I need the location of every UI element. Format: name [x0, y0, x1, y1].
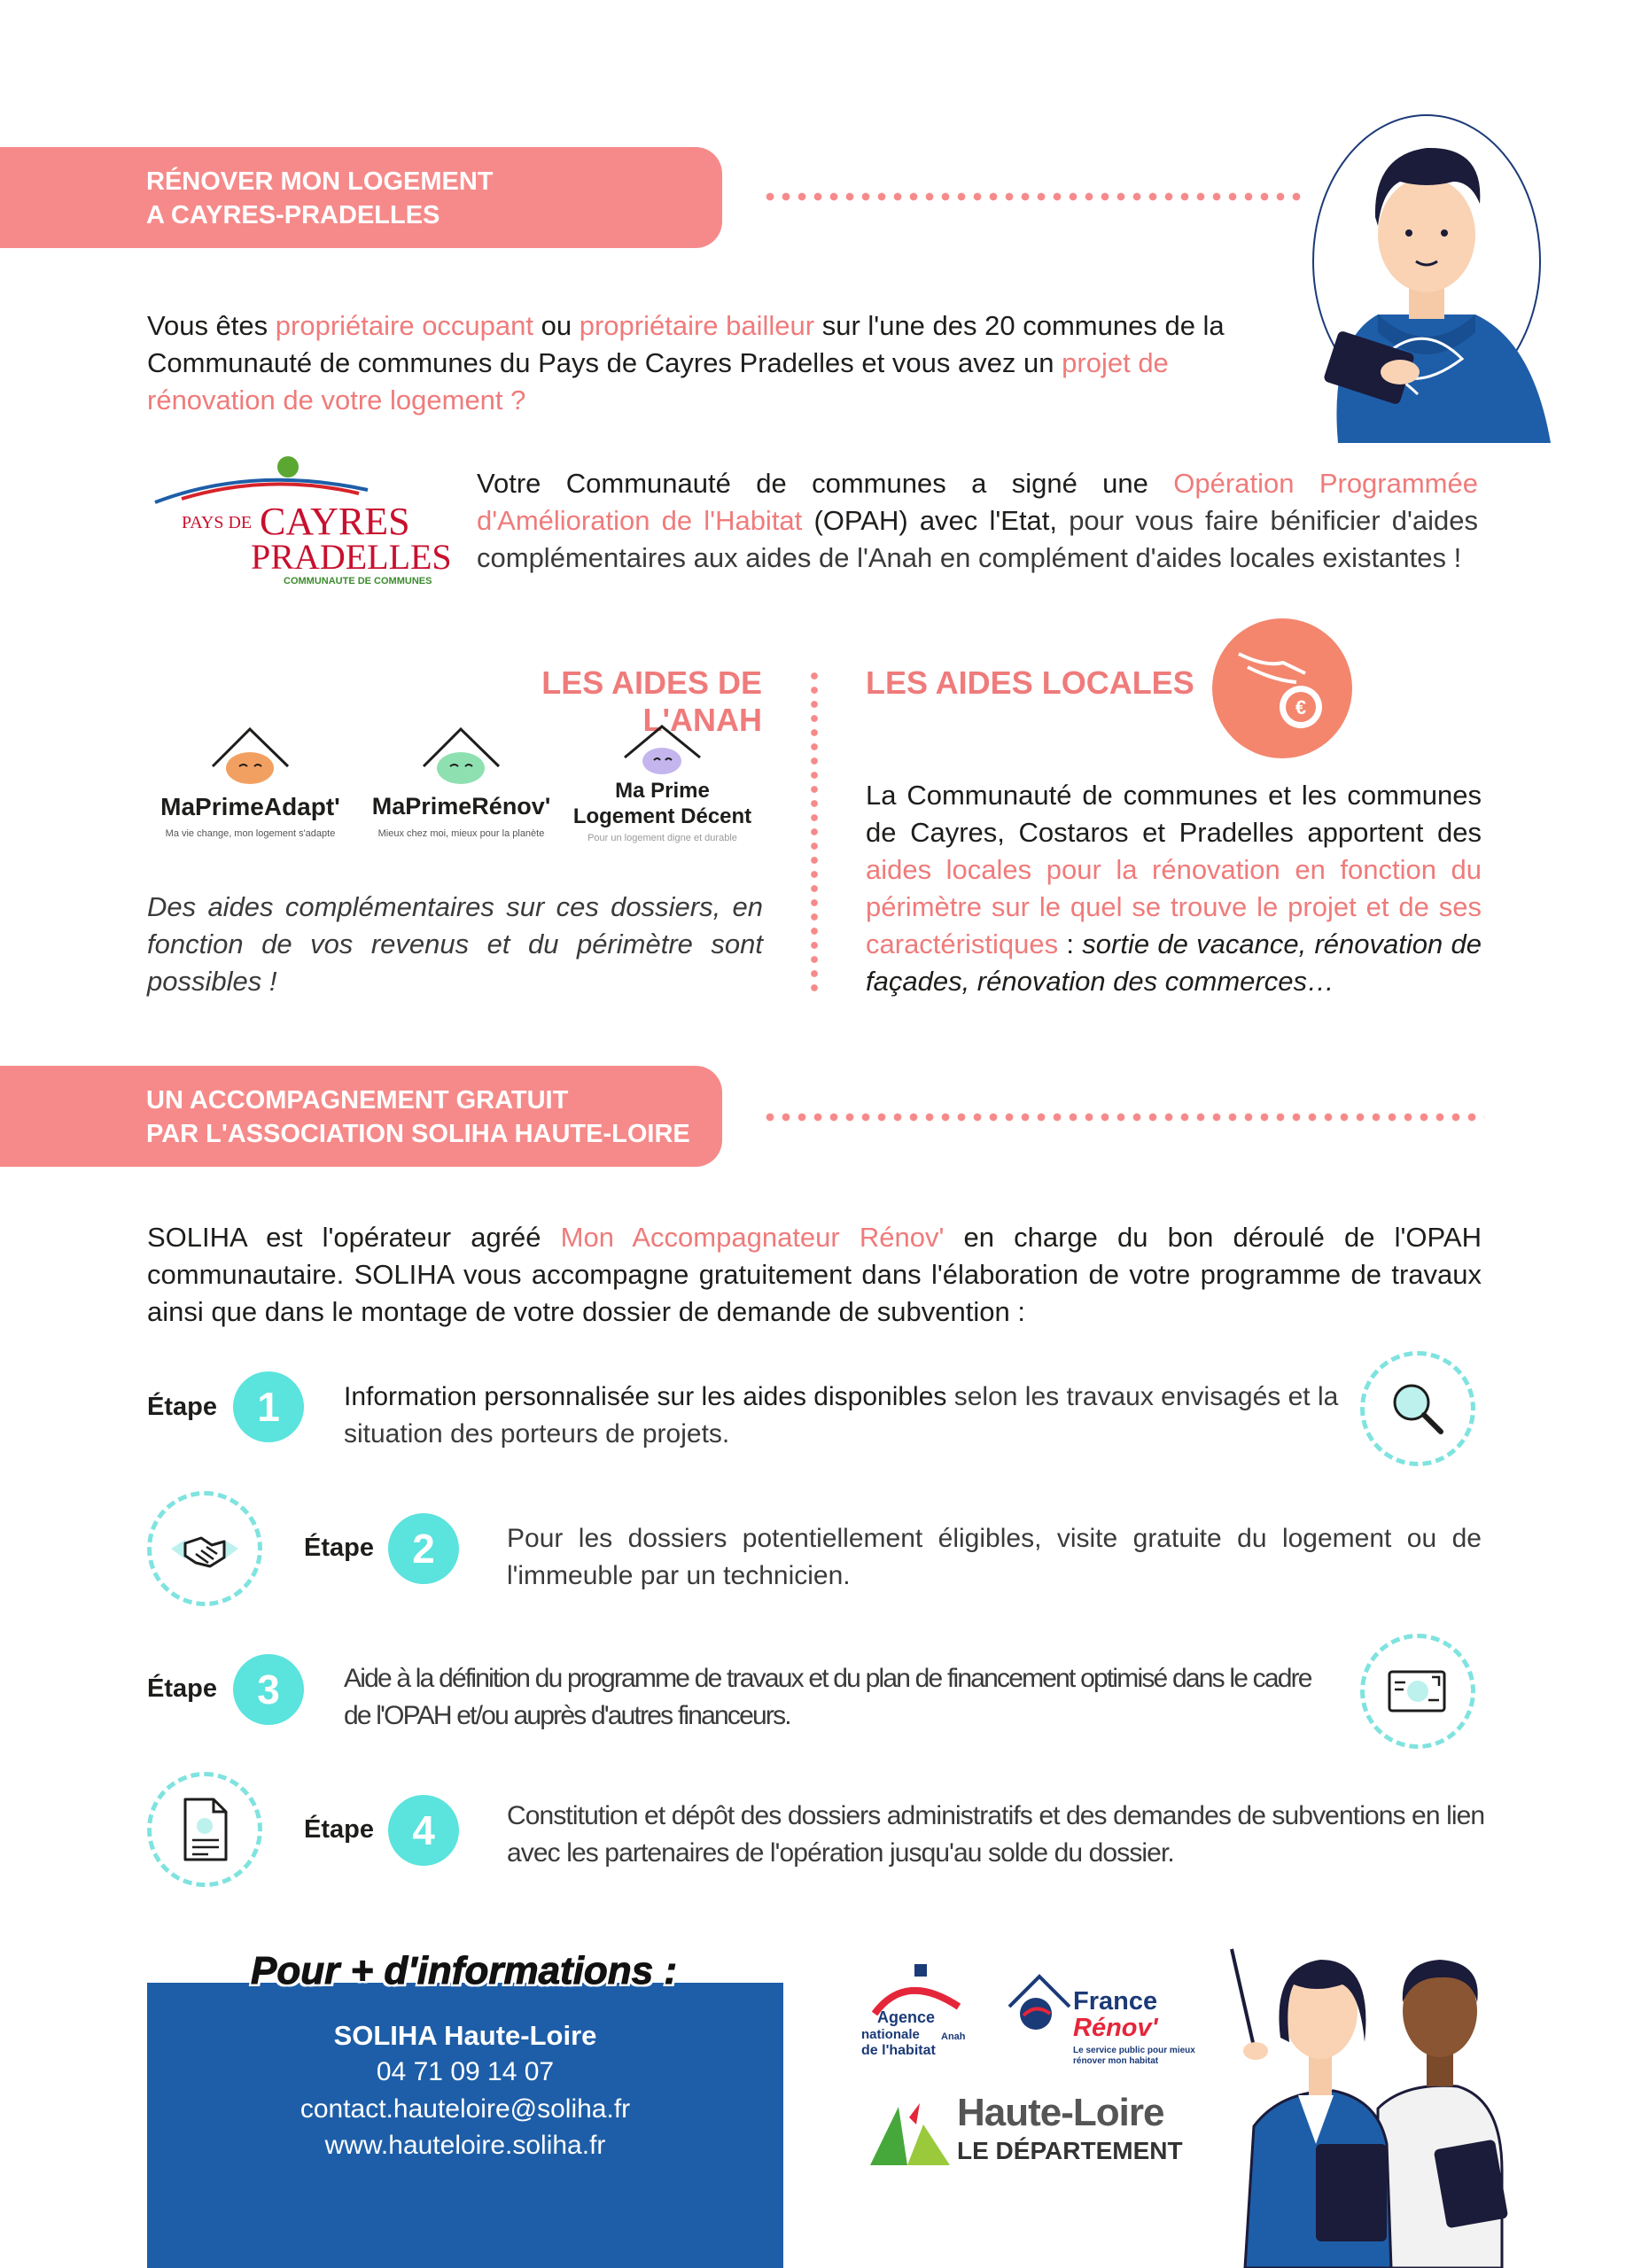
- intro-highlight-bailleur: propriétaire bailleur: [579, 310, 815, 341]
- logo-line4: COMMUNAUTE DE COMMUNES: [284, 576, 432, 586]
- anah-l2: nationale: [861, 2027, 920, 2042]
- anah-logo: [852, 1962, 975, 2060]
- anah-l4: Anah: [941, 2031, 966, 2042]
- magnifier-icon: [1382, 1373, 1453, 1444]
- document-stamp-icon: [1382, 1656, 1453, 1727]
- intro-highlight-projet: projet de rénovation de votre logement ?: [147, 347, 1169, 416]
- step1-number: 1: [233, 1371, 304, 1442]
- local-text: La Communauté de communes et les communes de Cayres, Costaros et Pradelles apportent des: [866, 780, 1482, 848]
- anah-title: LES AIDES DE L'ANAH: [541, 664, 762, 738]
- step1-label: Étape: [147, 1393, 217, 1421]
- maprimerenov-logo: [362, 722, 561, 855]
- handshake-icon: [169, 1513, 240, 1584]
- haute-loire-logo: [868, 2091, 1187, 2179]
- house-roof-icon: [419, 722, 503, 784]
- anah-l3: de l'habitat: [861, 2043, 936, 2058]
- step3-number: 3: [233, 1654, 304, 1725]
- logo-line1: PAYS DE: [182, 513, 253, 532]
- local-title: LES AIDES LOCALES: [866, 664, 1194, 701]
- svg-text:€: €: [1295, 696, 1307, 718]
- step1-rest: selon les travaux envisagés et la situation des porteurs de projets.: [344, 1382, 1339, 1449]
- step1-text: [344, 1379, 1345, 1453]
- step2-icon-ring: [147, 1491, 262, 1606]
- step2-number: 2: [388, 1513, 459, 1584]
- step4-label: Étape: [304, 1815, 374, 1844]
- maprimeadapt-tagline: Ma vie change, mon logement s'adapte: [165, 828, 336, 839]
- opah-text: pour vous faire bénificier d'aides complémentaires aux aides de l'Anah en complément d'aides locales existantes !: [477, 505, 1478, 573]
- step1-icon-ring: [1360, 1351, 1475, 1466]
- ma-prime-tagline: Pour un logement digne et durable: [587, 833, 737, 843]
- anah-swoosh: [870, 1962, 968, 2016]
- opah-text: Votre Communauté de communes a signé une: [477, 468, 1174, 499]
- intro-text: sur l'une des 20 communes de la Communauté de communes du Pays de Cayres Pradelles et vous avez un: [147, 310, 1225, 378]
- haute-loire-l1: Haute-Loire: [957, 2091, 1164, 2134]
- vertical-dotted-divider: [810, 669, 819, 997]
- soliha-text: en charge du bon déroulé de l'OPAH communautaire. SOLIHA vous accompagne gratuitement dans l'élaboration de votre programme de travaux ainsi que dans le montage de votre dossier de demande de subvention :: [147, 1222, 1482, 1327]
- france-renov-l2: Rénov': [1073, 2014, 1158, 2042]
- section-title-line2: A CAYRES-PRADELLES: [146, 201, 440, 229]
- opah-paragraph: [477, 465, 1478, 577]
- euro-coin-hand-icon: [1212, 618, 1352, 758]
- contact-org: SOLIHA Haute-Loire: [333, 2020, 597, 2051]
- step2-text: Pour les dossiers potentiellement éligibles, visite gratuite du logement ou de l'immeuble par un technicien.: [507, 1524, 1482, 1590]
- haute-loire-l2: LE DÉPARTEMENT: [957, 2137, 1183, 2164]
- intro-paragraph: [147, 307, 1290, 419]
- ma-prime-logement-decent-logo: [563, 722, 762, 864]
- soliha-highlight: Mon Accompagnateur Rénov': [560, 1222, 945, 1253]
- anah-note: Des aides complémentaires sur ces dossiers, en fonction de vos revenus et du périmètre sont possibles !: [147, 891, 763, 997]
- soliha-text: SOLIHA est l'opérateur agréé: [147, 1222, 561, 1253]
- anah-l1: Agence: [877, 2008, 936, 2026]
- section-title-line2: PAR L'ASSOCIATION SOLIHA HAUTE-LOIRE: [146, 1120, 690, 1148]
- france-renov-l1: France: [1073, 1987, 1158, 2016]
- intro-text: ou: [533, 310, 580, 341]
- maprimerenov-name: MaPrimeRénov': [371, 793, 551, 819]
- soliha-paragraph: [147, 1219, 1482, 1331]
- logo-line2: CAYRES: [260, 500, 410, 543]
- opah-text: (OPAH) avec l'Etat,: [802, 505, 1058, 536]
- house-roof-icon: [620, 722, 704, 784]
- intro-highlight-occupant: propriétaire occupant: [275, 310, 534, 341]
- intro-text: Vous êtes: [147, 310, 276, 341]
- step3-text: Aide à la définition du programme de travaux et du plan de financement optimisé dans le cadre de l'OPAH et/ou auprès d'autres financeurs.: [344, 1664, 1311, 1730]
- section-title-accompagnement: [0, 1066, 722, 1167]
- maprimeadapt-name: MaPrimeAdapt': [160, 793, 340, 820]
- local-text: :: [1058, 928, 1083, 959]
- house-roof-icon: [208, 722, 292, 784]
- dotted-divider: [762, 192, 1303, 201]
- step4-icon-ring: [147, 1772, 262, 1887]
- dotted-divider: [762, 1113, 1484, 1122]
- step3-label: Étape: [147, 1674, 217, 1703]
- step4-number: 4: [388, 1795, 459, 1866]
- step3-icon-ring: [1360, 1634, 1475, 1749]
- man-with-tablet-illustration: [1294, 93, 1560, 443]
- section-title-line1: RÉNOVER MON LOGEMENT: [146, 167, 494, 196]
- section-title-renover: [0, 147, 722, 248]
- ma-prime-name1: Ma Prime: [615, 779, 710, 803]
- section-title-line1: UN ACCOMPAGNEMENT GRATUIT: [146, 1086, 569, 1115]
- step4-text: Constitution et dépôt des dossiers administratifs et des demandes de subventions en lien avec les partenaires de l'opération jusqu'au solde du dossier.: [507, 1801, 1485, 1868]
- local-paragraph: [866, 777, 1482, 1000]
- contact-phone: 04 71 09 14 07: [376, 2057, 555, 2086]
- logo-line3: PRADELLES: [251, 537, 452, 577]
- maprimeadapt-logo: [142, 722, 359, 855]
- file-icon: [169, 1794, 240, 1865]
- contact-website[interactable]: www.hauteloire.soliha.fr: [324, 2131, 606, 2160]
- france-renov-tagline: Le service public pour mieux rénover mon habitat: [1073, 2046, 1195, 2066]
- opah-highlight: Opération Programmée d'Amélioration de l'Habitat: [477, 468, 1478, 536]
- contact-email[interactable]: contact.hauteloire@soliha.fr: [300, 2094, 631, 2124]
- contact-heading: Pour + d'informations :: [251, 1949, 678, 1992]
- france-renov-logo: [1004, 1971, 1199, 2069]
- local-italic: sortie de vacance, rénovation de façades, rénovation des commerces…: [866, 928, 1482, 997]
- step2-label: Étape: [304, 1534, 374, 1562]
- local-highlight: aides locales pour la rénovation en fonction du périmètre sur le quel se trouve le projet et de ses caractéristiques: [866, 854, 1482, 959]
- step1-bold: Information personnalisée sur les aides disponibles: [344, 1382, 947, 1411]
- two-people-illustration: [1227, 1878, 1511, 2268]
- france-renov-house-icon: [1004, 1971, 1075, 2042]
- maprimerenov-tagline: Mieux chez moi, mieux pour la planète: [377, 828, 545, 839]
- pays-de-cayres-pradelles-logo: [146, 447, 456, 594]
- ma-prime-name2: Logement Décent: [572, 804, 752, 828]
- haute-loire-emblem: [868, 2098, 953, 2169]
